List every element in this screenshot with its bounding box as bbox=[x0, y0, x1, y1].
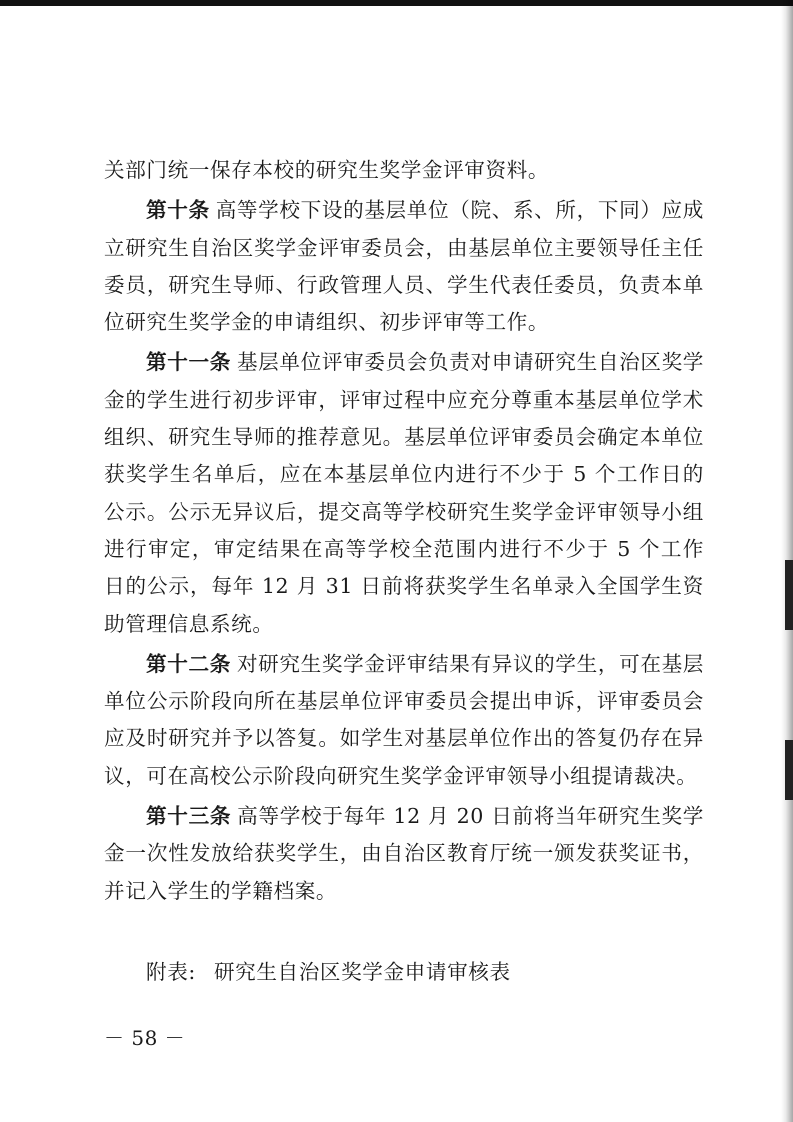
page-number: － 58 － bbox=[104, 1026, 186, 1050]
scan-mark bbox=[785, 560, 793, 630]
attachment-label: 附表: bbox=[146, 960, 196, 984]
article-heading: 第十二条 bbox=[146, 651, 231, 676]
article-13 bbox=[104, 798, 704, 910]
article-text: 基层单位评审委员会负责对申请研究生自治区奖学金的学生进行初步评审，评审过程中应充分尊重本基层单位学术组织、研究生导师的推荐意见。基层单位评审委员会确定本单位获奖学生名单后，应在本基层单位内进行不少于 5 个工作日的公示。公示无异议后，提交高等学校研究生奖学金评审领导小组进行审定，审定结果在高等学校全范围内进行不少于 5 个工作日的公示，每年 12 月 31 日前将获奖学生名单录入全国学生资助管理信息系统。 bbox=[104, 350, 704, 636]
article-heading: 第十三条 bbox=[146, 804, 232, 829]
article-11 bbox=[104, 344, 704, 642]
continuation-paragraph: 关部门统一保存本校的研究生奖学金评审资料。 bbox=[104, 158, 550, 182]
attachment-title: 研究生自治区奖学金申请审核表 bbox=[213, 960, 511, 984]
article-10 bbox=[104, 192, 704, 341]
scan-border-top bbox=[0, 0, 793, 6]
article-12 bbox=[104, 646, 704, 795]
document-body bbox=[104, 152, 704, 910]
scan-mark bbox=[785, 740, 793, 800]
article-heading: 第十一条 bbox=[146, 350, 231, 375]
article-text: 对研究生奖学金评审结果有异议的学生，可在基层单位公示阶段向所在基层单位评审委员会提出申诉，评审委员会应及时研究并予以答复。如学生对基层单位作出的答复仍存在异议，可在高校公示阶段向研究生奖学金评审领导小组提请裁决。 bbox=[104, 651, 704, 788]
article-heading: 第十条 bbox=[146, 198, 210, 223]
attachment-line bbox=[146, 955, 511, 985]
article-text: 高等学校下设的基层单位（院、系、所，下同）应成立研究生自治区奖学金评审委员会，由基层单位主要领导任主任委员，研究生导师、行政管理人员、学生代表任委员，负责本单位研究生奖学金的申请组织、初步评审等工作。 bbox=[104, 198, 704, 335]
article-text: 高等学校于每年 12 月 20 日前将当年研究生奖学金一次性发放给获奖学生，由自治区教育厅统一颁发获奖证书，并记入学生的学籍档案。 bbox=[104, 804, 704, 903]
